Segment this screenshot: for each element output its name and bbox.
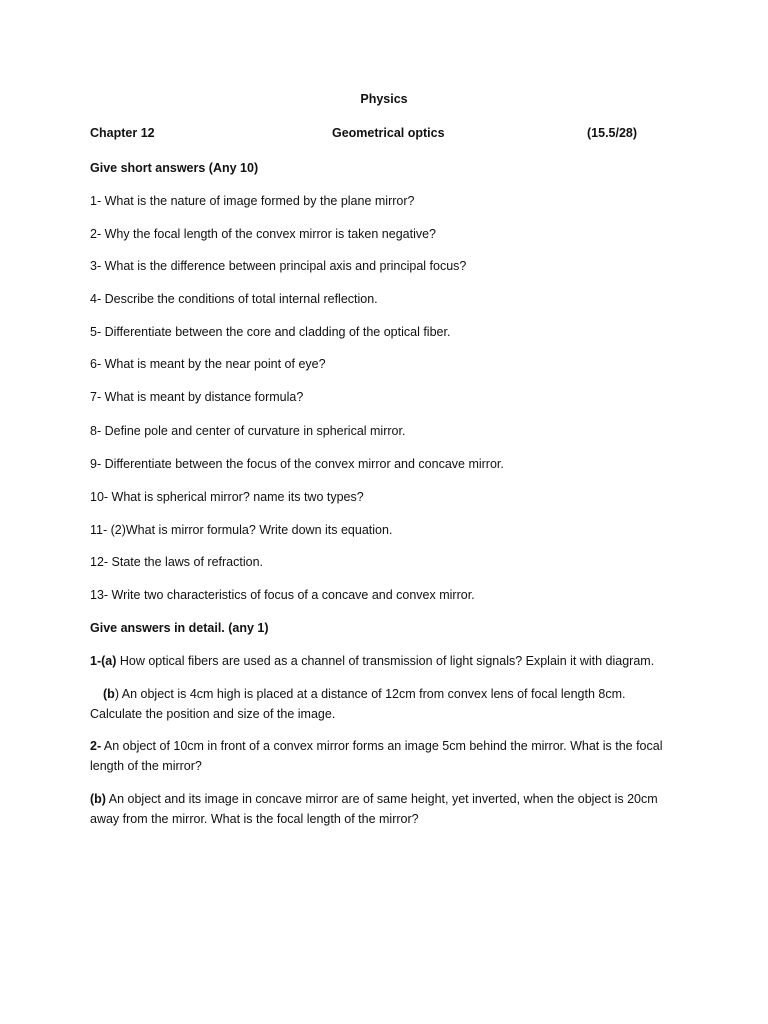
question-number: 1-(a) bbox=[90, 654, 117, 668]
question-item: 12- State the laws of refraction. bbox=[90, 555, 264, 569]
chapter-label: Chapter 12 bbox=[90, 126, 155, 140]
question-item: 8- Define pole and center of curvature in spherical mirror. bbox=[90, 424, 406, 438]
question-item: 5- Differentiate between the core and cladding of the optical fiber. bbox=[90, 325, 451, 339]
question-item: 2- Why the focal length of the convex mirror is taken negative? bbox=[90, 227, 437, 241]
detail-question-1a bbox=[90, 651, 680, 671]
question-item: 6- What is meant by the near point of eye? bbox=[90, 357, 326, 371]
chapter-header bbox=[90, 126, 650, 146]
question-number: 2- bbox=[90, 739, 102, 753]
marks-label: (15.5/28) bbox=[587, 126, 638, 140]
detail-question-1b bbox=[90, 684, 680, 724]
question-item: 9- Differentiate between the focus of the convex mirror and concave mirror. bbox=[90, 457, 504, 471]
question-number: (b) bbox=[90, 792, 106, 806]
question-item: 10- What is spherical mirror? name its two types? bbox=[90, 490, 364, 504]
topic-label: Geometrical optics bbox=[332, 126, 445, 140]
short-answers-heading: Give short answers (Any 10) bbox=[90, 161, 259, 175]
question-text: An object of 10cm in front of a convex mirror forms an image 5cm behind the mirror. What is the focal length of the mirror? bbox=[90, 739, 663, 773]
question-text: ) An object is 4cm high is placed at a distance of 12cm from convex lens of focal length 8cm. Calculate the position and size of the image. bbox=[90, 687, 626, 721]
detail-question-2b bbox=[90, 789, 680, 829]
question-item: 13- Write two characteristics of focus of a concave and convex mirror. bbox=[90, 588, 475, 602]
question-item: 7- What is meant by distance formula? bbox=[90, 390, 304, 404]
subject-title: Physics bbox=[360, 92, 408, 106]
question-item: 4- Describe the conditions of total internal reflection. bbox=[90, 292, 378, 306]
question-item: 11- (2)What is mirror formula? Write down its equation. bbox=[90, 523, 393, 537]
detail-question-2 bbox=[90, 736, 680, 776]
question-text: An object and its image in concave mirror are of same height, yet inverted, when the object is 20cm away from the mirror. What is the focal length of the mirror? bbox=[90, 792, 658, 826]
detail-answers-heading: Give answers in detail. (any 1) bbox=[90, 621, 269, 635]
question-item: 1- What is the nature of image formed by the plane mirror? bbox=[90, 194, 415, 208]
question-item: 3- What is the difference between principal axis and principal focus? bbox=[90, 259, 467, 273]
question-text: How optical fibers are used as a channel of transmission of light signals? Explain it with diagram. bbox=[116, 654, 655, 668]
question-number: (b bbox=[103, 687, 115, 701]
